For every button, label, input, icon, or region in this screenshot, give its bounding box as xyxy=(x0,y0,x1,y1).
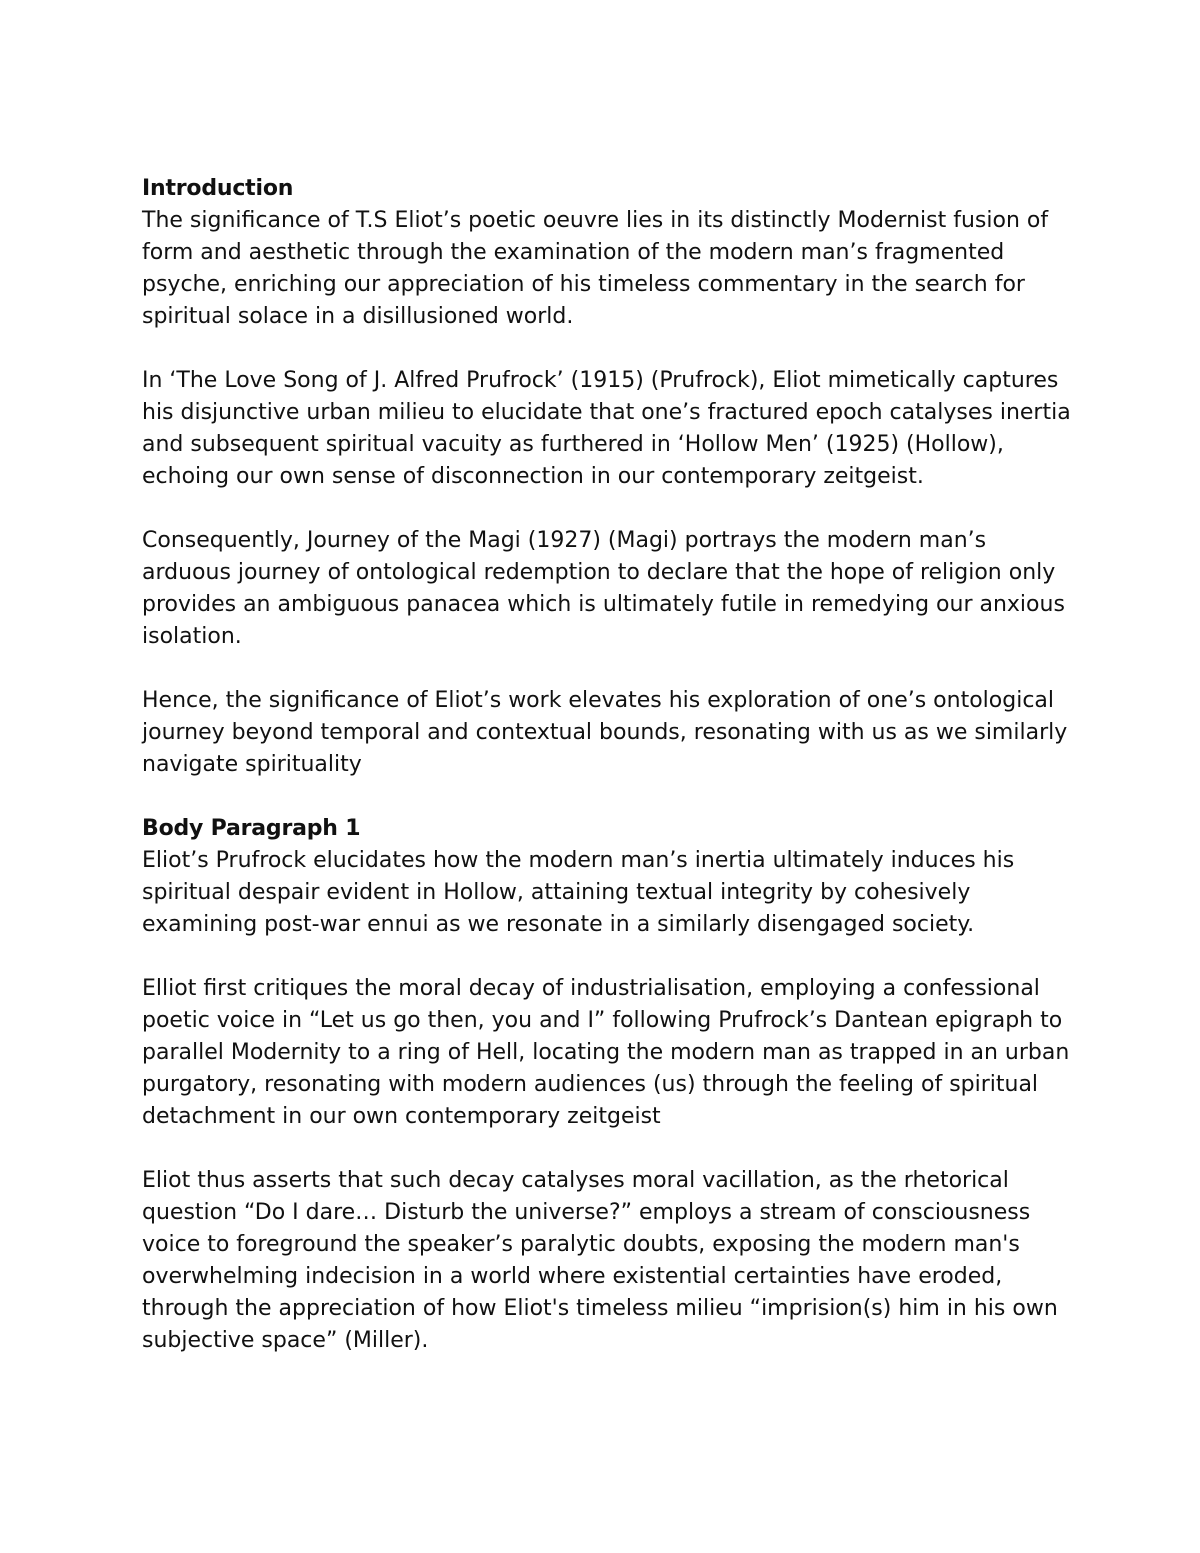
section-body-paragraph-1 xyxy=(142,813,1072,1357)
section-heading: Introduction xyxy=(142,176,294,201)
document-body xyxy=(142,173,1072,1389)
paragraph: In ‘The Love Song of J. Alfred Prufrock’ (1915) (Prufrock), Eliot mimetically captures his disjunctive urban milieu to elucidate that one’s fractured epoch catalyses inertia and subsequent spiritual vacuity as furthered in ‘Hollow Men’ (1925) (Hollow), echoing our own sense of disconnection in our contemporary zeitgeist. xyxy=(142,368,1071,489)
section-heading: Body Paragraph 1 xyxy=(142,816,361,841)
paragraph: Eliot thus asserts that such decay catalyses moral vacillation, as the rhetorical question “Do I dare… Disturb the universe?” employs a stream of consciousness voice to foreground the speaker’s paralytic doubts, exposing the modern man's overwhelming indecision in a world where existential certainties have eroded, through the appreciation of how Eliot's timeless milieu “imprision(s) him in his own subjective space” (Miller). xyxy=(142,1168,1058,1353)
paragraph: Elliot first critiques the moral decay of industrialisation, employing a confessional poetic voice in “Let us go then, you and I” following Prufrock’s Dantean epigraph to parallel Modernity to a ring of Hell, locating the modern man as trapped in an urban purgatory, resonating with modern audiences (us) through the feeling of spiritual detachment in our own contemporary zeitgeist xyxy=(142,976,1070,1129)
paragraph: The significance of T.S Eliot’s poetic oeuvre lies in its distinctly Modernist fusion of form and aesthetic through the examination of the modern man’s fragmented psyche, enriching our appreciation of his timeless commentary in the search for spiritual solace in a disillusioned world. xyxy=(142,208,1049,329)
paragraph: Hence, the significance of Eliot’s work elevates his exploration of one’s ontological journey beyond temporal and contextual bounds, resonating with us as we similarly navigate spirituality xyxy=(142,688,1068,777)
section-introduction xyxy=(142,173,1072,781)
paragraph: Consequently, Journey of the Magi (1927) (Magi) portrays the modern man’s arduous journey of ontological redemption to declare that the hope of religion only provides an ambiguous panacea which is ultimately futile in remedying our anxious isolation. xyxy=(142,528,1065,649)
paragraph: Eliot’s Prufrock elucidates how the modern man’s inertia ultimately induces his spiritual despair evident in Hollow, attaining textual integrity by cohesively examining post-war ennui as we resonate in a similarly disengaged society. xyxy=(142,848,1015,937)
